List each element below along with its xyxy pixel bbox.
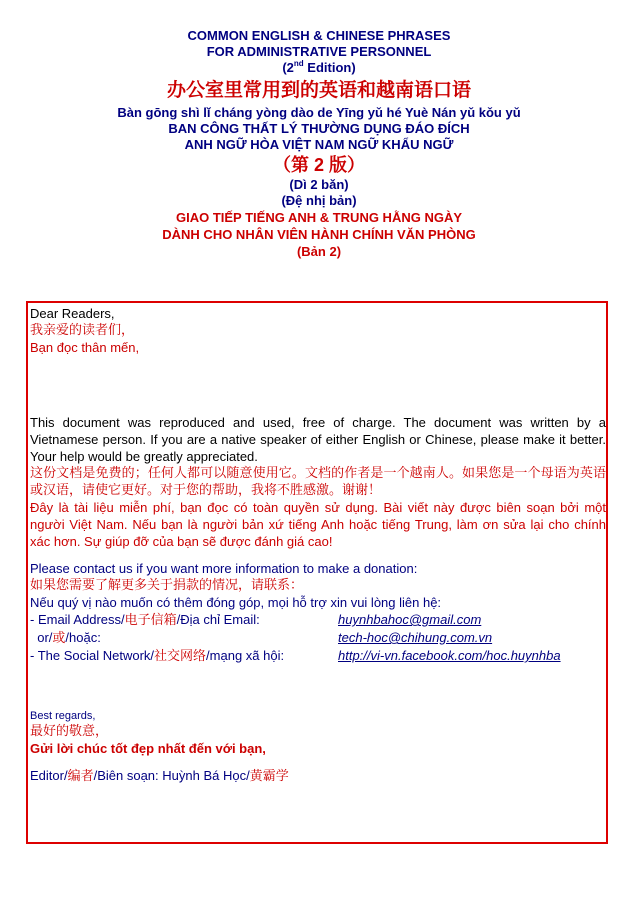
document-header [0,28,638,260]
greeting-zh: 我亲爱的读者们， [30,323,135,338]
edition-open: (2 [282,60,294,75]
editor-label-en: Editor/ [30,768,68,783]
title-vi-line-2: ANH NGỮ HÒA VIỆT NAM NGỮ KHẨU NGỮ [184,137,454,152]
email-label-vi: /Địa chỉ Email: [176,612,260,627]
title-en-line-2: FOR ADMINISTRATIVE PERSONNEL [206,44,432,59]
or-label-en: or/ [30,630,53,645]
title-pinyin: Bàn gōng shì lǐ cháng yòng dào de Yīng yǔ hé Yuè Nán yǔ kǒu yǔ [117,105,521,120]
edition-pinyin: (Dì 2 bǎn) [289,177,349,192]
closing-vi: Gửi lời chúc tốt đẹp nhất đến với bạn, [30,741,266,756]
greeting-vi: Bạn đọc thân mến, [30,340,140,355]
paragraph-en: This document was reproduced and used, free of charge. The document was written by a Vietnamese person. If you are a native speaker of either English or Chinese, please make it better. Your help would be greatly appreciated. [30,415,606,464]
title-vi-red-line-1: GIAO TIẾP TIẾNG ANH & TRUNG HẰNG NGÀY [175,210,462,225]
contact-zh: 如果您需要了解更多关于捐款的情况，请联系： [30,578,304,593]
contact-en: Please contact us if you want more information to make a donation: [30,561,418,576]
closing-zh: 最好的敬意， [30,724,109,739]
title-vi-red-line-2: DÀNH CHO NHÂN VIÊN HÀNH CHÍNH VĂN PHÒNG [162,227,476,242]
edition-vi: (Đệ nhị bản) [281,193,357,208]
social-network-link[interactable]: http://vi-vn.facebook.com/hoc.huynhba [338,648,561,663]
paragraph-vi: Đây là tài liệu miễn phí, bạn đọc có toàn quyền sử dụng. Bài viết này được biên soạn bởi một người Việt Nam. Nếu bạn là người bản xứ tiếng Anh hoặc tiếng Trung, làm ơn sửa lại cho chính xác hơn. Sự giúp đỡ của bạn sẽ được đánh giá cao! [30,500,606,549]
edition-vi-red: (Bản 2) [296,244,342,259]
or-label-zh: 或 [52,631,66,646]
editor-name-zh: 黄霸学 [249,769,289,784]
email-label [30,611,338,629]
email-row [30,611,606,629]
email-link-primary[interactable]: huynhbahoc@gmail.com [338,612,482,627]
or-label [30,629,338,647]
letter-content [30,305,606,785]
paragraph-zh: 这份文档是免费的；任何人都可以随意使用它。文档的作者是一个越南人。如果您是一个母语为英语或汉语，请使它更好。对于您的帮助，我将不胜感激。谢谢！ [30,466,606,498]
editor-label-vi: /Biên soạn: Huỳnh Bá Học/ [93,768,250,783]
or-label-vi: /hoặc: [65,630,101,645]
title-vi-line-1: BAN CÔNG THẤT LÝ THƯỜNG DỤNG ĐÁO ĐÍCH [168,121,470,136]
closing-en: Best regards, [30,710,96,722]
contact-vi: Nếu quý vị nào muốn có thêm đóng góp, mọi hỗ trợ xin vui lòng liên hệ: [30,595,442,610]
social-label-en: - The Social Network/ [30,648,155,663]
email-label-en: - Email Address/ [30,612,125,627]
title-en-line-1: COMMON ENGLISH & CHINESE PHRASES [187,28,451,43]
social-label-zh: 社交网络 [154,649,207,664]
title-zh: 办公室里常用到的英语和越南语口语 [166,80,471,101]
greeting-en: Dear Readers, [30,306,115,321]
email-label-zh: 电子信箱 [124,613,177,628]
editor-label-zh: 编者 [67,769,94,784]
edition-zh: （第 2 版） [272,155,365,175]
email-alt-row [30,629,606,647]
social-row [30,647,606,665]
social-label [30,647,338,665]
edition-close: Edition) [303,60,356,75]
edition-superscript: nd [293,59,304,68]
email-link-secondary[interactable]: tech-hoc@chihung.com.vn [338,630,493,645]
editor-line [30,767,606,785]
social-label-vi: /mạng xã hội: [206,648,285,663]
edition-en [0,60,638,76]
